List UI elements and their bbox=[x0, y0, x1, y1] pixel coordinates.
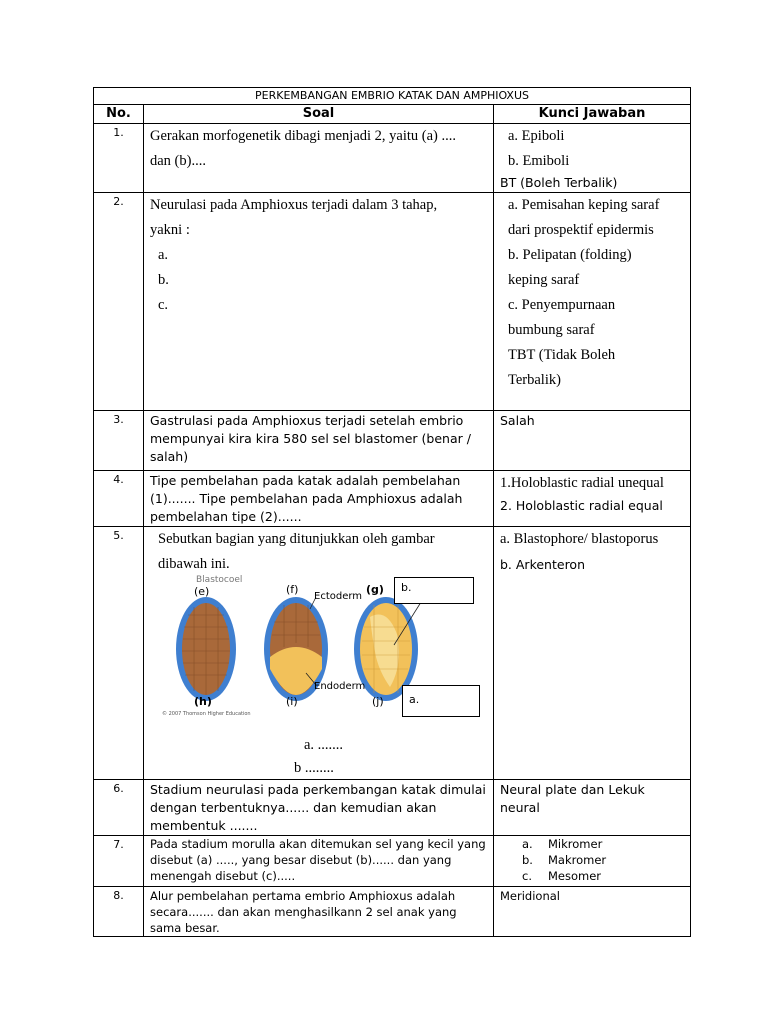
table-row bbox=[94, 124, 691, 193]
label-box-b: b. bbox=[394, 577, 474, 604]
figure-label-h: (h) bbox=[194, 695, 212, 708]
embryo-h-icon bbox=[176, 597, 236, 701]
answer-line: 2. Holoblastic radial equal bbox=[500, 498, 663, 513]
table-row bbox=[94, 471, 691, 527]
header-no: No. bbox=[94, 105, 144, 124]
question-line: dibawah ini. bbox=[158, 556, 230, 572]
list-item: b. Makromer bbox=[522, 853, 607, 867]
answer-cell bbox=[494, 193, 691, 411]
question-cell: Tipe pembelahan pada katak adalah pembelahan (1)....... Tipe pembelahan pada Amphioxus adalah pembelahan tipe (2)...... bbox=[144, 471, 494, 527]
figure-label-f: (f) bbox=[286, 583, 299, 596]
table-row bbox=[94, 836, 691, 887]
answer-line: 1.Holoblastic radial unequal bbox=[500, 475, 664, 491]
figure-copyright: © 2007 Thomson Higher Education bbox=[162, 711, 251, 717]
figure-label-j: (j) bbox=[372, 695, 384, 708]
answer-cell: Neural plate dan Lekuk neural bbox=[494, 780, 691, 836]
answer-cell: Salah bbox=[494, 411, 691, 471]
answer-line: a. Epiboli bbox=[508, 128, 565, 144]
header-soal: Soal bbox=[144, 105, 494, 124]
answer-line: Terbalik) bbox=[508, 372, 561, 388]
answer-cell bbox=[494, 124, 691, 193]
question-line: Sebutkan bagian yang ditunjukkan oleh gambar bbox=[158, 531, 435, 547]
answer-line: keping saraf bbox=[508, 272, 580, 288]
question-line: Neurulasi pada Amphioxus terjadi dalam 3 tahap, bbox=[150, 197, 438, 213]
figure-label-e: (e) bbox=[194, 585, 210, 598]
question-cell bbox=[144, 527, 494, 780]
embryo-question-table bbox=[93, 87, 691, 937]
figure-label-blastocoel: Blastocoel bbox=[196, 575, 243, 585]
list-item: a. Mikromer bbox=[522, 837, 603, 851]
figure-label-g: (g) bbox=[366, 583, 384, 596]
figure-label-ectoderm: Ectoderm bbox=[314, 591, 363, 602]
blank-a: a. ....... bbox=[304, 737, 344, 753]
question-line: b. bbox=[158, 272, 169, 288]
question-cell: Stadium neurulasi pada perkembangan katak dimulai dengan terbentuknya...... dan kemudian akan membentuk ....... bbox=[144, 780, 494, 836]
answer-note: BT (Boleh Terbalik) bbox=[500, 175, 618, 190]
header-kunci: Kunci Jawaban bbox=[494, 105, 691, 124]
answer-line: b. Emiboli bbox=[508, 153, 570, 169]
answer-line: a. Pemisahan keping saraf bbox=[508, 197, 660, 213]
question-line: yakni : bbox=[150, 222, 190, 238]
question-line: Gerakan morfogenetik dibagi menjadi 2, yaitu (a) .... bbox=[150, 128, 457, 144]
answer-cell bbox=[494, 836, 691, 887]
table-title: PERKEMBANGAN EMBRIO KATAK DAN AMPHIOXUS bbox=[94, 88, 691, 105]
question-cell bbox=[144, 193, 494, 411]
question-line: dan (b).... bbox=[150, 153, 206, 169]
answer-line: b. Pelipatan (folding) bbox=[508, 247, 632, 263]
question-cell bbox=[144, 124, 494, 193]
row-number: 1. bbox=[94, 124, 144, 193]
question-line: c. bbox=[158, 297, 169, 313]
blank-b: b ........ bbox=[294, 760, 334, 776]
list-item: c. Mesomer bbox=[522, 869, 602, 883]
label-box-a: a. bbox=[402, 685, 480, 717]
table-row bbox=[94, 411, 691, 471]
answer-line: TBT (Tidak Boleh bbox=[508, 347, 616, 363]
row-number: 4. bbox=[94, 471, 144, 527]
answer-cell bbox=[494, 471, 691, 527]
answer-line: c. Penyempurnaan bbox=[508, 297, 616, 313]
question-line: a. bbox=[158, 247, 169, 263]
row-number: 3. bbox=[94, 411, 144, 471]
question-cell: Alur pembelahan pertama embrio Amphioxus adalah secara....... dan akan menghasilkann 2 sel anak yang sama besar. bbox=[144, 887, 494, 937]
row-number: 2. bbox=[94, 193, 144, 411]
answer-cell: Meridional bbox=[494, 887, 691, 937]
row-number: 8. bbox=[94, 887, 144, 937]
gastrula-figure bbox=[158, 577, 488, 727]
figure-label-endoderm: Endoderm bbox=[314, 681, 366, 692]
figure-label-i: (i) bbox=[286, 695, 298, 708]
question-cell: Gastrulasi pada Amphioxus terjadi setelah embrio mempunyai kira kira 580 sel sel blastomer (benar / salah) bbox=[144, 411, 494, 471]
answer-cell bbox=[494, 527, 691, 780]
table-row bbox=[94, 887, 691, 937]
answer-line: bumbung saraf bbox=[508, 322, 595, 338]
table-row bbox=[94, 193, 691, 411]
table-row bbox=[94, 527, 691, 780]
answer-line: a. Blastophore/ blastoporus bbox=[500, 531, 659, 547]
answer-line: b. Arkenteron bbox=[500, 557, 586, 572]
row-number: 5. bbox=[94, 527, 144, 780]
row-number: 7. bbox=[94, 836, 144, 887]
answer-line: dari prospektif epidermis bbox=[508, 222, 654, 238]
table-row bbox=[94, 780, 691, 836]
question-cell: Pada stadium morulla akan ditemukan sel yang kecil yang disebut (a) ....., yang besar disebut (b)...... dan yang menengah disebut (c)..... bbox=[144, 836, 494, 887]
row-number: 6. bbox=[94, 780, 144, 836]
